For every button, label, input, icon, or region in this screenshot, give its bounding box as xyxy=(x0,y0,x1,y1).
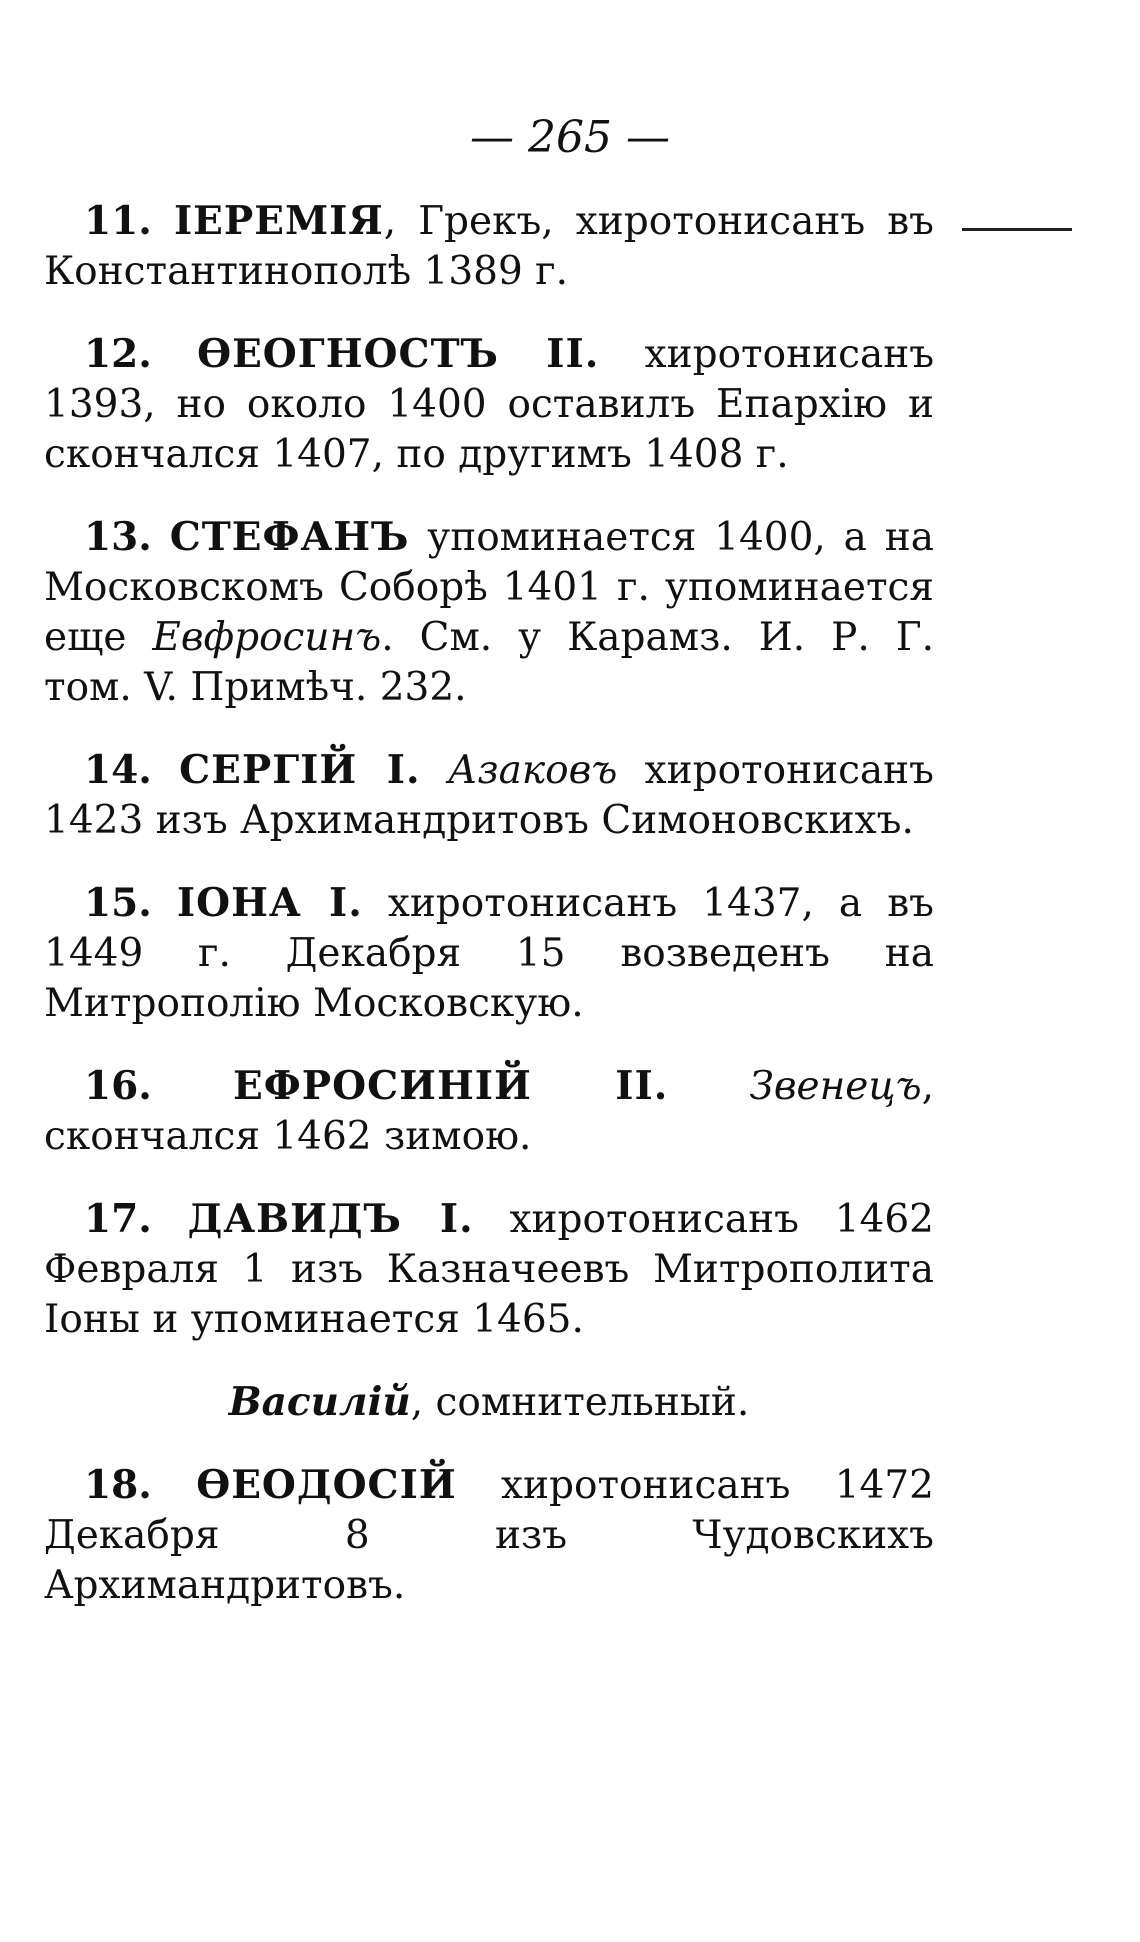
entry-italic: Евфросинъ xyxy=(152,615,382,660)
note-text: , сомнительный. xyxy=(410,1380,750,1425)
entry-number: 16. xyxy=(84,1063,152,1109)
entry-text: хиротонисанъ 1393, но около 1400 оставилъ Епархію и скончался 1407, по другимъ 1408 г. xyxy=(44,332,935,477)
entry-number: 13. xyxy=(84,514,152,560)
entry-text: упоминается 1400, а на Московскомъ Соборѣ 1401 г. упоминается еще xyxy=(44,515,934,660)
entry-text: . См. у Карамз. И. Р. Г. том. V. Примѣч. 232. xyxy=(44,615,934,710)
entry-number: 18. xyxy=(84,1462,152,1508)
entry-text: хиротонисанъ 1437, а въ 1449 г. Декабря 15 возведенъ на Митрополію Московскую. xyxy=(44,881,934,1026)
entry-text: хиротонисанъ 1462 Февраля 1 изъ Казначеевъ Митрополита Іоны и упоминается 1465. xyxy=(44,1197,934,1342)
entry-text: , скончался 1462 зимою. xyxy=(44,1064,934,1159)
entry-16 xyxy=(44,1061,934,1162)
entry-15 xyxy=(44,878,934,1029)
entry-text: хиротонисанъ 1472 Декабря 8 изъ Чудовскихъ Архимандритовъ. xyxy=(44,1463,934,1608)
entries-list xyxy=(44,196,934,1643)
entry-name: СЕРГІЙ I. xyxy=(179,747,421,793)
entry-12 xyxy=(44,329,934,480)
entry-name: ѲЕОГНОСТЪ II. xyxy=(197,331,600,377)
entry-number: 12. xyxy=(84,331,152,377)
entry-name: ЕФРОСИНІЙ II. xyxy=(233,1063,669,1109)
entry-17 xyxy=(44,1194,934,1345)
entry-name: ІЕРЕМІЯ xyxy=(173,198,384,244)
entry-number: 15. xyxy=(84,880,152,926)
entry-name: ѲЕОДОСІЙ xyxy=(196,1462,457,1508)
entry-11 xyxy=(44,196,934,297)
entry-italic: Азаковъ xyxy=(447,748,618,793)
entry-text: , Грекъ, хиротонисанъ въ Константинополѣ 1389 г. xyxy=(44,199,934,294)
entry-italic: Звенецъ xyxy=(749,1064,922,1109)
page-number: — 265 — xyxy=(470,112,670,163)
margin-mark xyxy=(962,228,1072,231)
entry-13 xyxy=(44,512,934,713)
entry-name: СТЕФАНЪ xyxy=(169,514,410,560)
entry-number: 11. xyxy=(84,198,152,244)
note-line xyxy=(44,1377,934,1428)
note-italic: Василій xyxy=(228,1379,411,1425)
entry-name: ІОНА I. xyxy=(176,880,363,926)
entry-number: 17. xyxy=(84,1196,152,1242)
entry-14 xyxy=(44,745,934,846)
entry-18 xyxy=(44,1460,934,1611)
entry-number: 14. xyxy=(84,747,152,793)
entry-name: ДАВИДЪ I. xyxy=(187,1196,474,1242)
entry-text: хиротонисанъ 1423 изъ Архимандритовъ Симоновскихъ. xyxy=(44,748,934,843)
